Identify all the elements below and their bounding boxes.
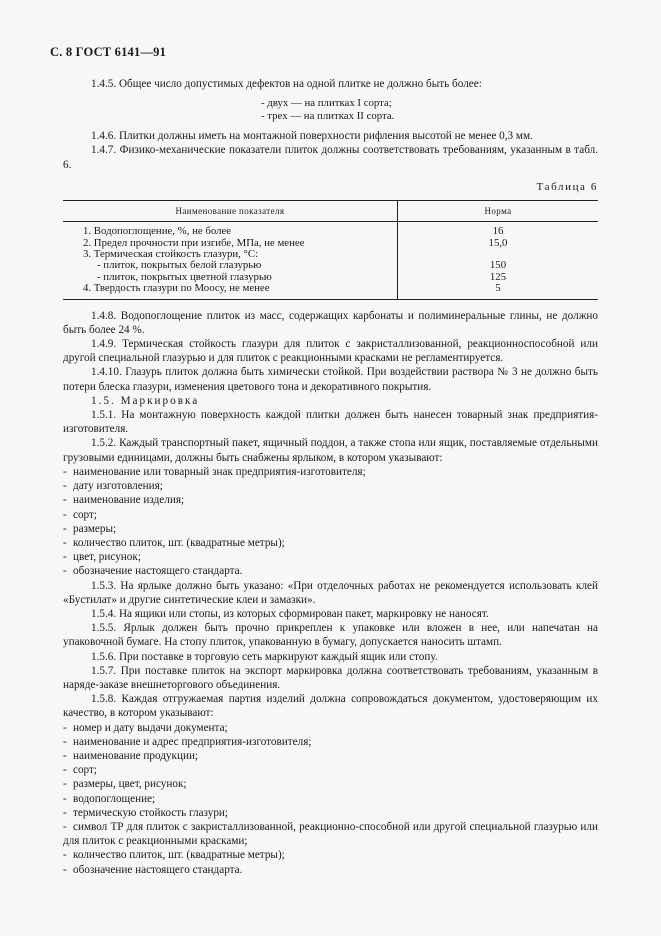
list-item: - водопоглощение;	[63, 792, 156, 805]
paragraph-1-4-6: 1.4.6. Плитки должны иметь на монтажной поверхности рифления высотой не менее 0,3 мм.	[91, 130, 533, 143]
table-row: - плиток, покрытых цветной глазурью 125	[63, 272, 598, 283]
paragraph-1-5-2: 1.5.2. Каждый транспортный пакет, ящичный поддон, а также стопа или ящик, поставляемые отдельными грузовыми единицами, должны быть снабжены ярлыком, в котором указывают:	[63, 437, 598, 464]
list-item: - обозначение настоящего стандарта.	[63, 863, 243, 876]
list-item: - дату изготовления;	[63, 480, 163, 493]
paragraph-1-5-6: 1.5.6. При поставке в торговую сеть маркируют каждый ящик или стопу.	[91, 650, 438, 663]
list-item: - количество плиток, шт. (квадратные метры);	[63, 849, 285, 862]
paragraph-1-5-5: 1.5.5. Ярлык должен быть прочно прикреплен к упаковке или вложен в нее, или напечатан на упаковочной бумаге. На стопу плиток, упакованную в бумагу, допускается наносить штамп.	[63, 622, 598, 649]
list-item: - термическую стойкость глазури;	[63, 806, 229, 819]
label-contents-list	[63, 465, 598, 579]
paragraph-1-4-8: 1.4.8. Водопоглощение плиток из масс, содержащих карбонаты и полиминеральные глины, не должно быть более 24 %.	[63, 309, 598, 336]
paragraph-1-5-3: 1.5.3. На ярлыке должно быть указано: «При отделочных работах не рекомендуется использовать клей «Бустилат» и другие синтетические клеи и замазки».	[63, 579, 598, 606]
list-item: - символ ТР для плиток с закристаллизованной, реакционно-способной или другой специальной глазурью или для плиток с реакционными красками;	[63, 820, 598, 848]
paragraph-1-5-1: 1.5.1. На монтажную поверхность каждой плитки должен быть нанесен товарный знак предприятия-изготовителя.	[63, 409, 598, 436]
list-item: - наименование или товарный знак предприятия-изготовителя;	[63, 465, 366, 478]
paragraph-1-4-5: 1.4.5. Общее число допустимых дефектов на одной плитке не должно быть более:	[91, 78, 482, 90]
list-item: - наименование и адрес предприятия-изготовителя;	[63, 735, 312, 748]
list-item: - обозначение настоящего стандарта.	[63, 565, 243, 578]
list-item: - количество плиток, шт. (квадратные метры);	[63, 536, 285, 549]
paragraph-1-5-8: 1.5.8. Каждая отгружаемая партия изделий должна сопровождаться документом, удостоверяющим их качество, в котором указывают:	[63, 693, 598, 720]
table-header-name: Наименование показателя	[63, 201, 398, 222]
table-row: 2. Предел прочности при изгибе, МПа, не менее 15,0	[63, 238, 598, 249]
list-item: - размеры, цвет, рисунок;	[63, 778, 187, 791]
list-item: - номер и дату выдачи документа;	[63, 721, 228, 734]
list-item: - сорт;	[63, 764, 98, 777]
paragraph-1-4-9: 1.4.9. Термическая стойкость глазури для плиток с закристаллизованной, реакционноспособной или другой специальной глазурью и для плиток с реакционными красками не регламентируется.	[63, 338, 598, 365]
paragraph-1-5-7: 1.5.7. При поставке плиток на экспорт маркировка должна соответствовать требованиям, указанным в наряде-заказе внешнеторгового объединения.	[63, 664, 598, 691]
table-row: 3. Термическая стойкость глазури, °С:	[63, 249, 598, 260]
table-header-norm: Норма	[398, 201, 599, 222]
section-heading-marking: 1.5. Маркировка	[91, 394, 200, 407]
defects-item: - трех — на плитках II сорта.	[261, 110, 395, 123]
paragraph-1-5-4: 1.5.4. На ящики или стопы, из которых сформирован пакет, маркировку не наносят.	[91, 607, 489, 620]
document-body	[63, 77, 598, 877]
page-header: С. 8 ГОСТ 6141—91	[50, 45, 167, 59]
list-item: - цвет, рисунок;	[63, 551, 141, 564]
table-row: - плиток, покрытых белой глазурью 150	[63, 260, 598, 271]
paragraph-1-4-10: 1.4.10. Глазурь плиток должна быть химически стойкой. При воздействии раствора № 3 не должно быть потери блеска глазури, изменения цветового тона и декоративного покрытия.	[63, 366, 598, 393]
defects-list	[63, 97, 598, 123]
list-item: - наименование изделия;	[63, 494, 185, 507]
quality-document-list	[63, 721, 598, 877]
list-item: - размеры;	[63, 522, 117, 535]
table-row: 4. Твердость глазури по Моосу, не менее 5	[63, 283, 598, 299]
list-item: - сорт;	[63, 508, 98, 521]
table-row: 1. Водопоглощение, %, не более 16	[63, 222, 598, 238]
defects-item: - двух — на плитках I сорта;	[261, 97, 392, 110]
list-item: - наименование продукции;	[63, 749, 199, 762]
table-caption: Таблица 6	[536, 180, 598, 193]
paragraph-1-4-7: 1.4.7. Физико-механические показатели плиток должны соответствовать требованиям, указанным в табл. 6.	[63, 144, 598, 171]
indicators-table	[63, 200, 598, 300]
